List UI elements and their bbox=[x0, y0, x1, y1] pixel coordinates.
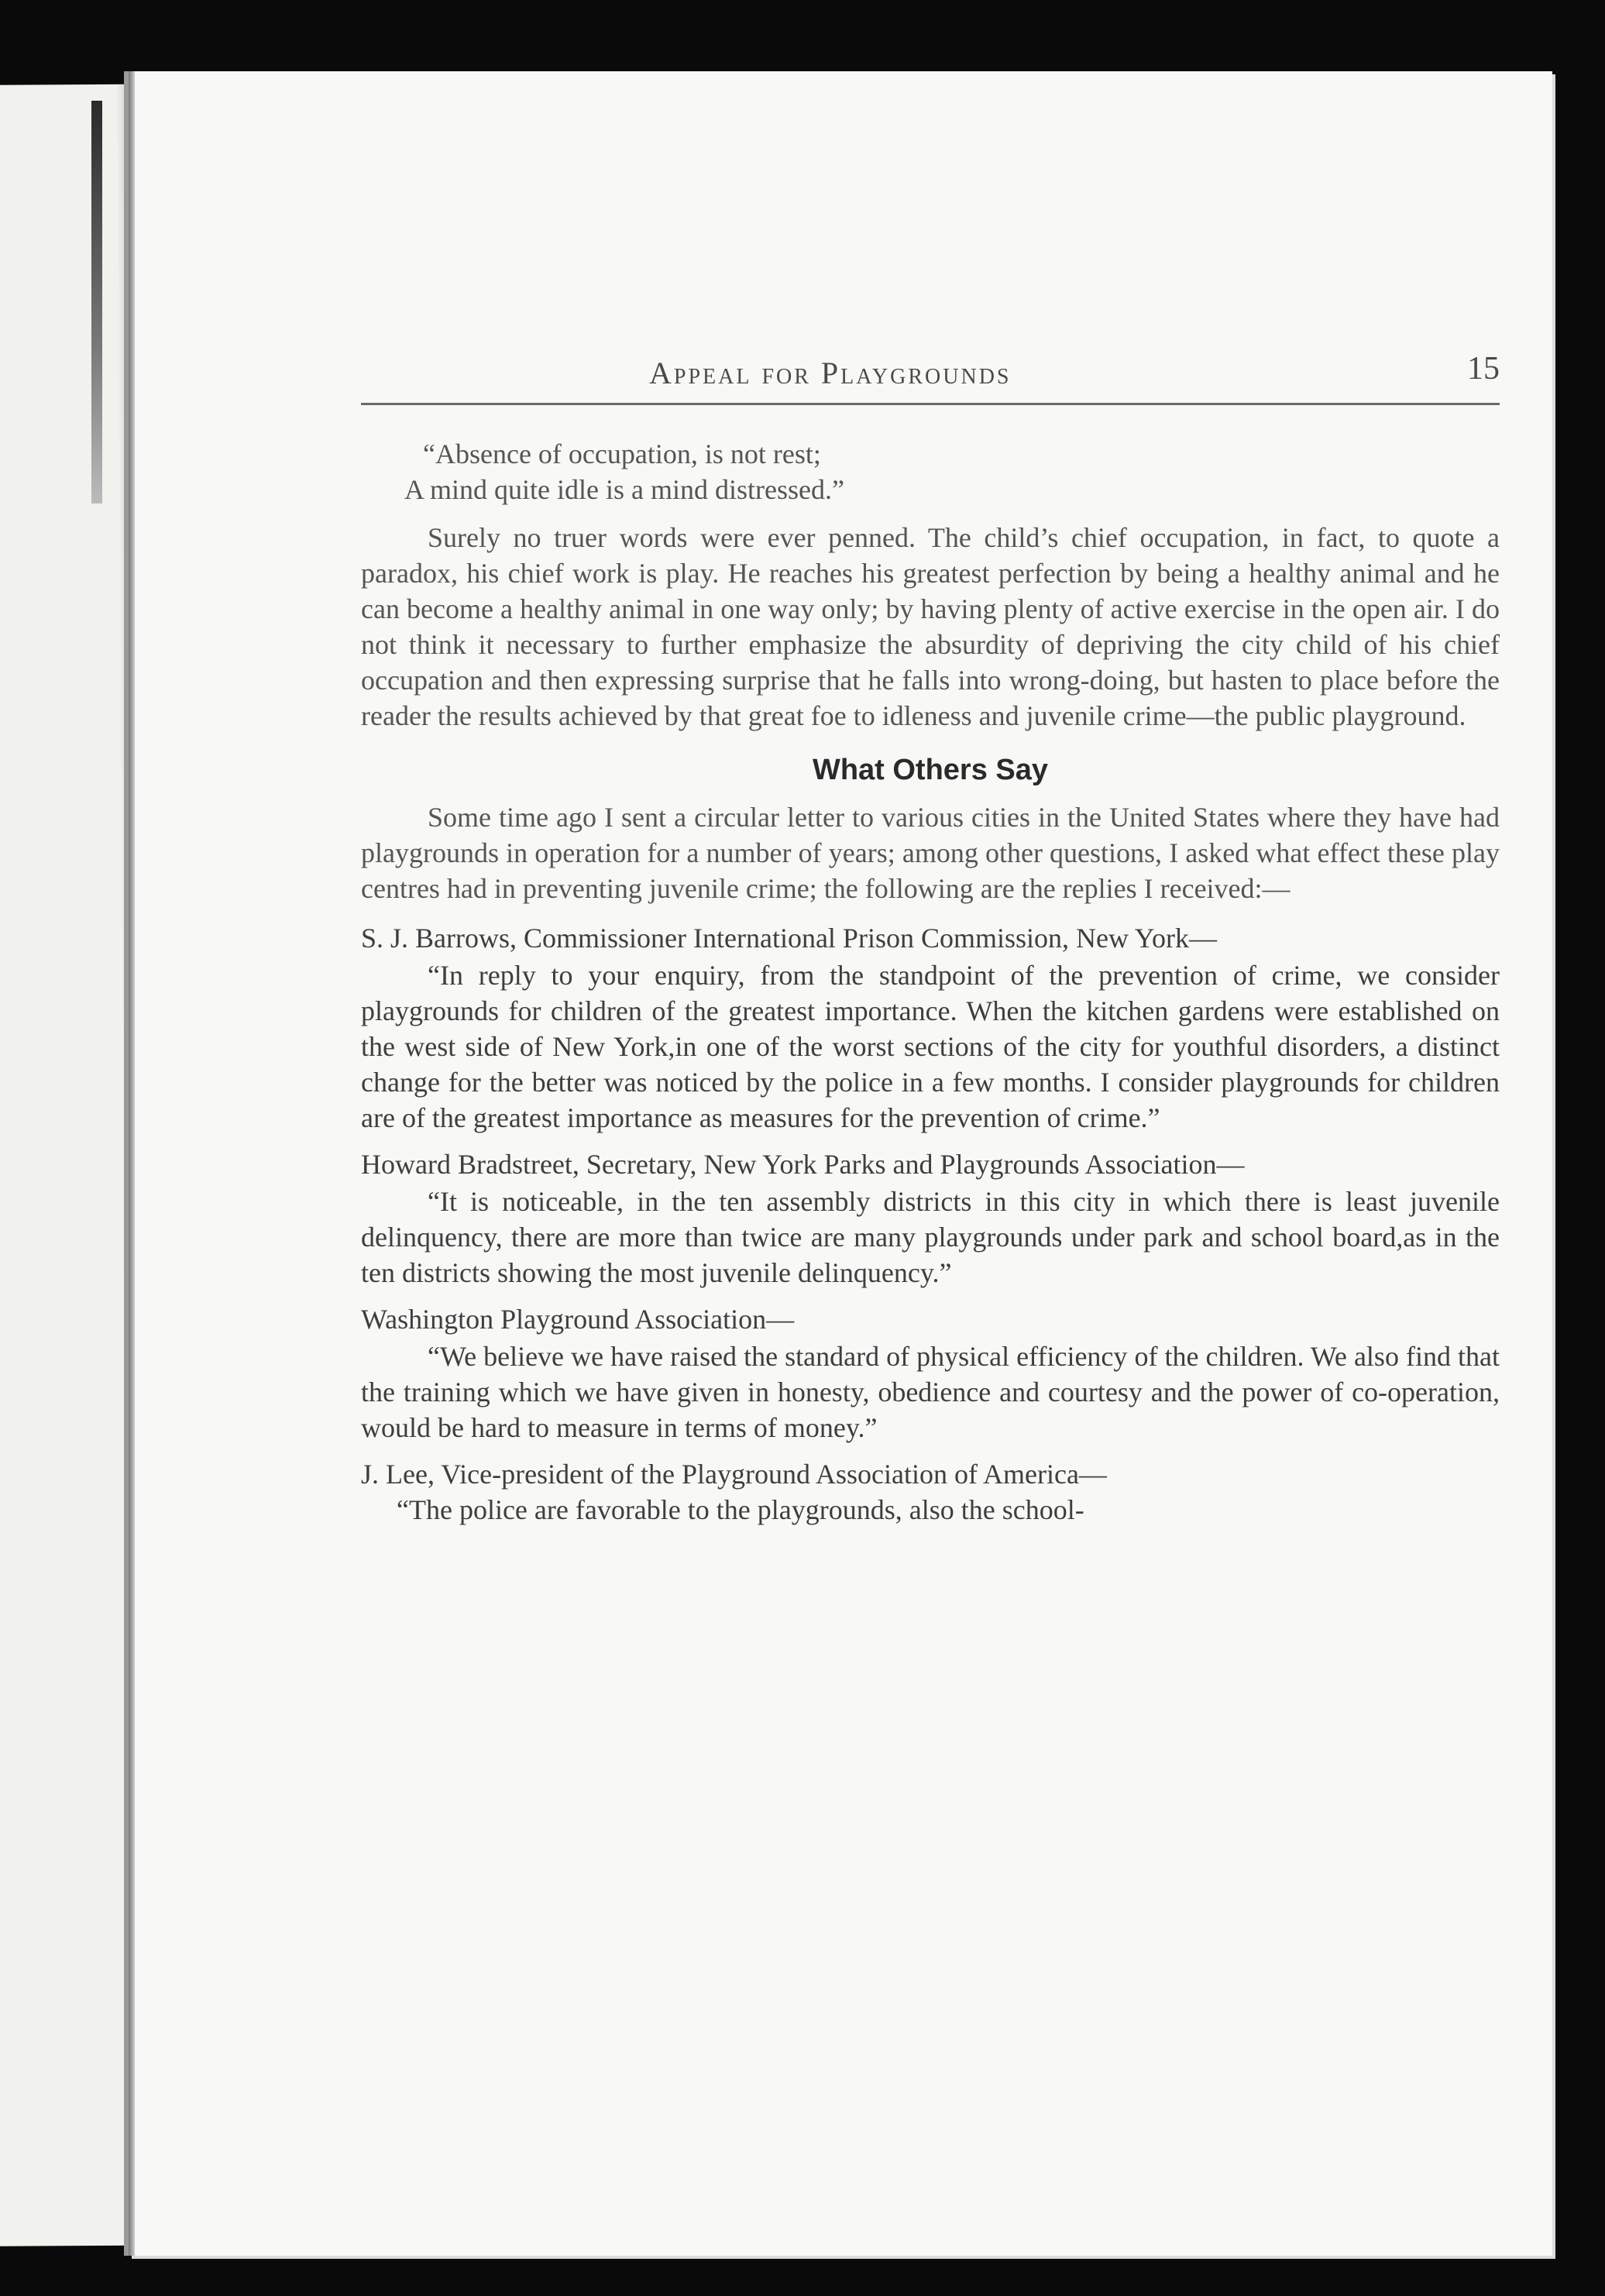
running-title: Appeal for Playgrounds bbox=[649, 356, 1012, 390]
reply-quote: “We believe we have raised the standard of physical efficiency of the children. We also find that the training which we have given in honesty, obedience and courtesy and the power of co-operation, would be hard to measure in terms of money.” bbox=[361, 1341, 1500, 1443]
reply-quote: “The police are favorable to the playgrounds, also the school- bbox=[397, 1494, 1084, 1525]
page-edge-shadow bbox=[129, 71, 135, 2256]
reply-source: Howard Bradstreet, Secretary, New York Parks and Playgrounds Association— bbox=[361, 1149, 1245, 1180]
verse-line-2: A mind quite idle is a mind distressed.” bbox=[404, 474, 844, 505]
page-content bbox=[361, 349, 1500, 1528]
reply-quote: “In reply to your enquiry, from the standpoint of the prevention of crime, we consider playgrounds for children of the greatest importance. When the kitchen gardens were established on the west side of New York,in one of the worst sections of the city for youthful disorders, a distinct change for the better was noticed by the police in a few months. I consider playgrounds for children are of the greatest importance as measures for the prevention of crime.” bbox=[361, 960, 1500, 1133]
page-number: 15 bbox=[1467, 351, 1500, 387]
circular-letter-paragraph: Some time ago I sent a circular letter to various cities in the United States where they have had playgrounds in operation for a number of years; among other questions, I asked what effect these play centres had in preventing juvenile crime; the following are the replies I received:— bbox=[361, 802, 1500, 904]
verse-line-1: “Absence of occupation, is not rest; bbox=[423, 438, 821, 469]
book-page bbox=[129, 71, 1552, 2256]
reply-quote: “It is noticeable, in the ten assembly districts in this city in which there is least juvenile delinquency, there are more than twice are many playgrounds under park and school board,as in the ten districts showing the most juvenile delinquency.” bbox=[361, 1186, 1500, 1288]
running-head bbox=[361, 349, 1500, 405]
reply-source: Washington Playground Association— bbox=[361, 1304, 795, 1335]
section-heading: What Others Say bbox=[812, 754, 1049, 786]
reply-source: J. Lee, Vice-president of the Playground Association of America— bbox=[361, 1459, 1107, 1490]
binding-gutter-mark bbox=[91, 101, 102, 504]
intro-paragraph: Surely no truer words were ever penned. The child’s chief occupation, in fact, to quote a paradox, his chief work is play. He reaches his greatest perfection by being a healthy animal and he can become a healthy animal in one way only; by having plenty of active exercise in the open air. I do not think it necessary to further emphasize the absurdity of depriving the city child of his chief occupation and then expressing surprise that he falls into wrong-doing, but hasten to place before the reader the results achieved by that great foe to idleness and juvenile crime—the public playground. bbox=[361, 522, 1500, 731]
reply-source: S. J. Barrows, Commissioner International Prison Commission, New York— bbox=[361, 923, 1218, 954]
epigraph-verse bbox=[404, 436, 1500, 507]
